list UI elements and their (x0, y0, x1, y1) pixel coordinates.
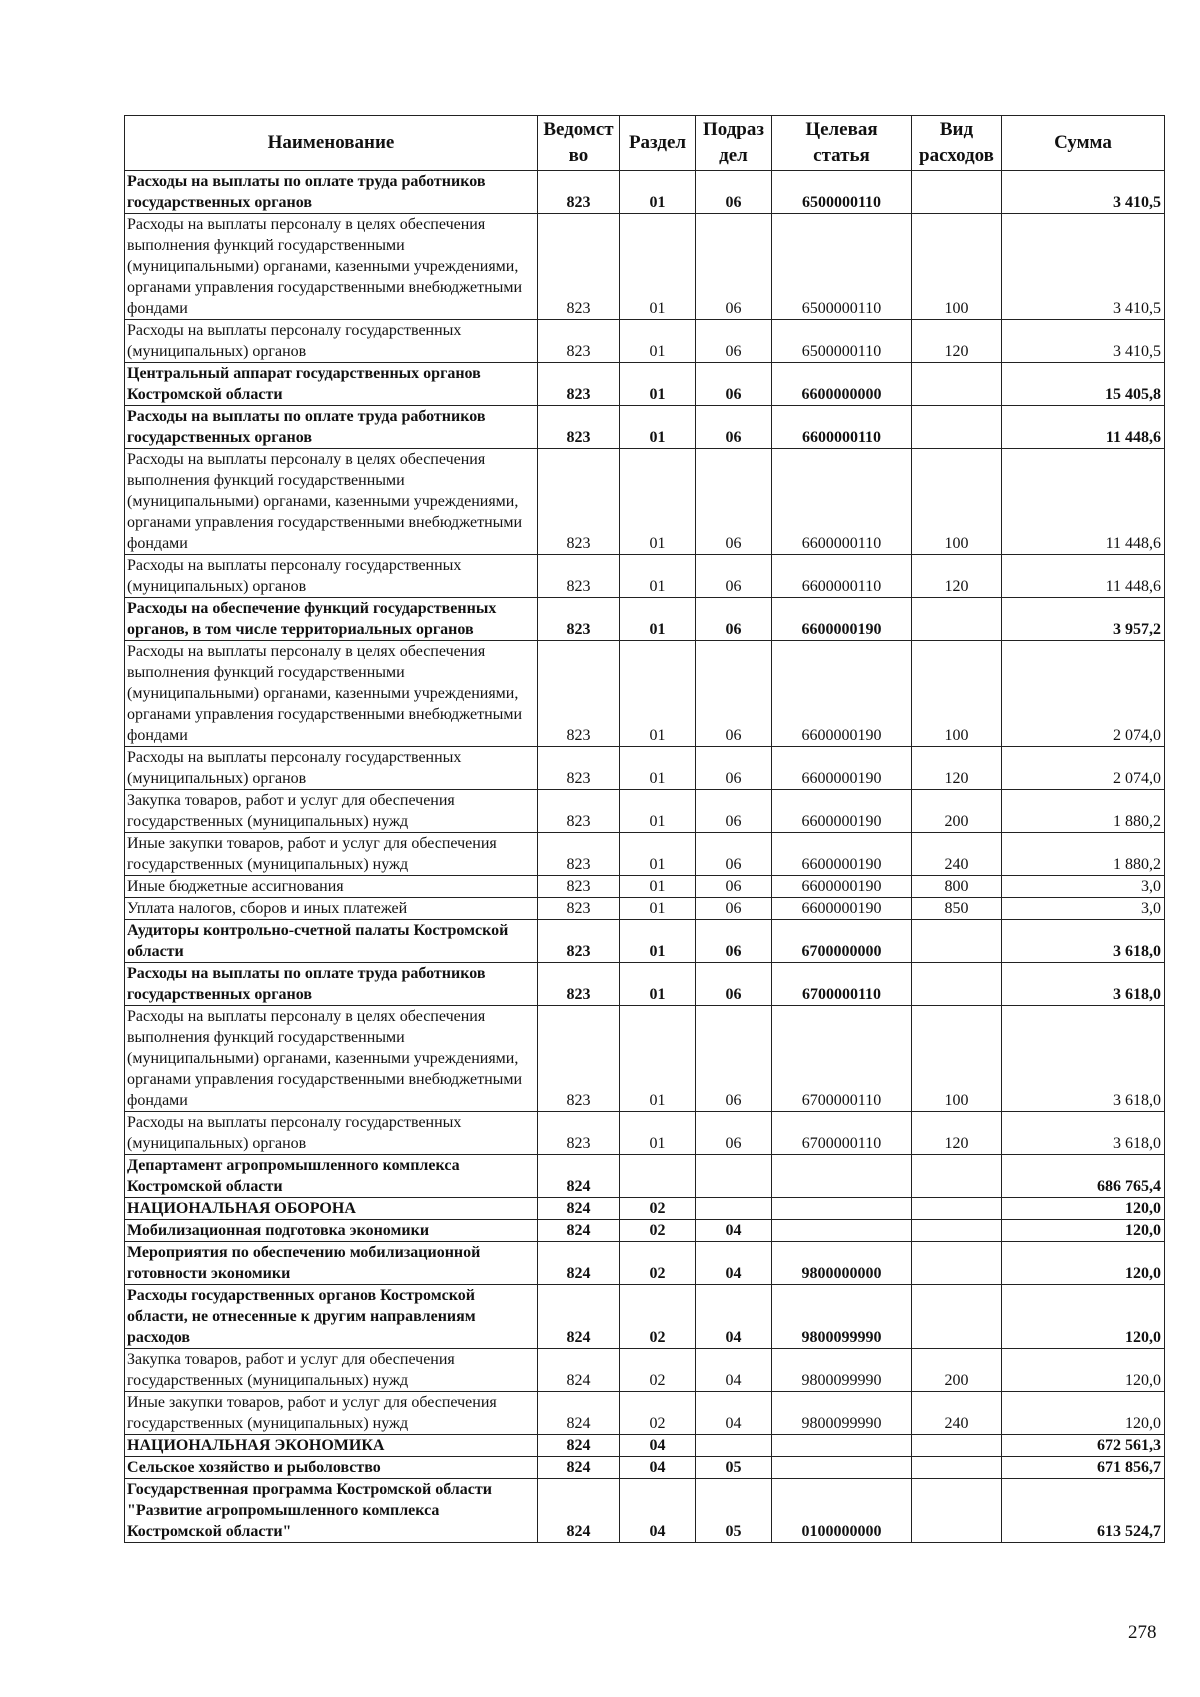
header-department-line2: во (568, 145, 589, 166)
table-row (125, 1006, 1165, 1112)
table-row (125, 1220, 1165, 1242)
cell-amount: 671 856,7 (1002, 1457, 1165, 1479)
cell-name: Иные бюджетные ассигнования (125, 876, 538, 898)
cell-target: 6700000110 (772, 1006, 912, 1112)
cell-subsection: 06 (696, 449, 772, 555)
cell-name: Расходы государственных органов Костромской области, не отнесенные к другим направлениям расходов (125, 1285, 538, 1349)
cell-target: 6600000190 (772, 641, 912, 747)
cell-subsection: 06 (696, 320, 772, 363)
cell-type (912, 1155, 1002, 1198)
cell-subsection: 04 (696, 1242, 772, 1285)
cell-target: 6700000110 (772, 963, 912, 1006)
cell-type: 100 (912, 1006, 1002, 1112)
table-row (125, 1457, 1165, 1479)
header-section-text: Раздел (628, 132, 687, 153)
cell-department: 823 (538, 876, 620, 898)
table-row (125, 790, 1165, 833)
cell-name: Расходы на выплаты персоналу в целях обеспечения выполнения функций государственными (муниципальными) органами, казенными учреждениями, органами управления государственными внебюджетными фондами (125, 449, 538, 555)
cell-name: Департамент агропромышленного комплекса Костромской области (125, 1155, 538, 1198)
cell-department: 824 (538, 1392, 620, 1435)
cell-subsection (696, 1155, 772, 1198)
cell-section: 01 (620, 920, 696, 963)
cell-section: 02 (620, 1198, 696, 1220)
header-section (620, 116, 696, 171)
cell-type (912, 1457, 1002, 1479)
cell-department: 823 (538, 833, 620, 876)
cell-department: 824 (538, 1155, 620, 1198)
header-amount-text: Сумма (1054, 132, 1112, 153)
cell-type (912, 598, 1002, 641)
cell-section: 02 (620, 1220, 696, 1242)
cell-type: 800 (912, 876, 1002, 898)
cell-section: 02 (620, 1392, 696, 1435)
cell-type (912, 920, 1002, 963)
cell-name: Расходы на выплаты персоналу государственных (муниципальных) органов (125, 555, 538, 598)
table-row (125, 898, 1165, 920)
cell-subsection: 06 (696, 920, 772, 963)
cell-target: 6600000000 (772, 363, 912, 406)
cell-name: Иные закупки товаров, работ и услуг для обеспечения государственных (муниципальных) нужд (125, 1392, 538, 1435)
cell-name: Расходы на выплаты персоналу в целях обеспечения выполнения функций государственными (муниципальными) органами, казенными учреждениями, органами управления государственными внебюджетными фондами (125, 1006, 538, 1112)
cell-section: 01 (620, 963, 696, 1006)
cell-department: 823 (538, 598, 620, 641)
cell-department: 823 (538, 555, 620, 598)
cell-amount: 120,0 (1002, 1198, 1165, 1220)
cell-department: 824 (538, 1242, 620, 1285)
cell-target: 6600000190 (772, 898, 912, 920)
cell-subsection: 04 (696, 1392, 772, 1435)
table-row (125, 876, 1165, 898)
cell-amount: 120,0 (1002, 1349, 1165, 1392)
cell-type: 240 (912, 833, 1002, 876)
table-row (125, 1155, 1165, 1198)
cell-department: 823 (538, 1006, 620, 1112)
cell-name: Иные закупки товаров, работ и услуг для обеспечения государственных (муниципальных) нужд (125, 833, 538, 876)
table-row (125, 641, 1165, 747)
cell-section: 01 (620, 449, 696, 555)
cell-department: 823 (538, 641, 620, 747)
cell-name: Закупка товаров, работ и услуг для обеспечения государственных (муниципальных) нужд (125, 1349, 538, 1392)
cell-target (772, 1198, 912, 1220)
cell-subsection (696, 1198, 772, 1220)
cell-target: 6600000190 (772, 833, 912, 876)
cell-target: 6500000110 (772, 320, 912, 363)
cell-type (912, 1285, 1002, 1349)
cell-target: 6700000000 (772, 920, 912, 963)
cell-subsection: 06 (696, 747, 772, 790)
cell-type: 100 (912, 641, 1002, 747)
cell-department: 824 (538, 1479, 620, 1543)
cell-amount: 3,0 (1002, 898, 1165, 920)
cell-type: 120 (912, 555, 1002, 598)
cell-type (912, 363, 1002, 406)
cell-department: 824 (538, 1285, 620, 1349)
table-body (125, 171, 1165, 1543)
cell-amount: 120,0 (1002, 1220, 1165, 1242)
cell-section: 01 (620, 1112, 696, 1155)
cell-amount: 3 618,0 (1002, 920, 1165, 963)
header-name (125, 116, 538, 171)
cell-section: 01 (620, 406, 696, 449)
table-row (125, 1198, 1165, 1220)
cell-department: 823 (538, 963, 620, 1006)
cell-subsection: 06 (696, 406, 772, 449)
cell-subsection: 04 (696, 1349, 772, 1392)
cell-department: 824 (538, 1198, 620, 1220)
cell-type (912, 1479, 1002, 1543)
cell-department: 824 (538, 1435, 620, 1457)
cell-type: 200 (912, 1349, 1002, 1392)
cell-target: 6600000110 (772, 555, 912, 598)
table-row (125, 1435, 1165, 1457)
cell-name: Расходы на выплаты персоналу в целях обеспечения выполнения функций государственными (муниципальными) органами, казенными учреждениями, органами управления государственными внебюджетными фондами (125, 214, 538, 320)
table-row (125, 555, 1165, 598)
cell-section (620, 1155, 696, 1198)
header-department (538, 116, 620, 171)
table-header (125, 116, 1165, 171)
cell-subsection: 06 (696, 963, 772, 1006)
cell-type: 100 (912, 214, 1002, 320)
table-row (125, 598, 1165, 641)
header-amount (1002, 116, 1165, 171)
cell-target: 6600000190 (772, 876, 912, 898)
cell-type (912, 171, 1002, 214)
table-row (125, 449, 1165, 555)
cell-type (912, 1198, 1002, 1220)
header-subsection-line2: дел (719, 145, 748, 166)
cell-name: Мобилизационная подготовка экономики (125, 1220, 538, 1242)
cell-amount: 1 880,2 (1002, 790, 1165, 833)
cell-subsection (696, 1435, 772, 1457)
cell-target: 6500000110 (772, 171, 912, 214)
cell-name: Расходы на выплаты персоналу в целях обеспечения выполнения функций государственными (муниципальными) органами, казенными учреждениями, органами управления государственными внебюджетными фондами (125, 641, 538, 747)
cell-name: Расходы на выплаты по оплате труда работников государственных органов (125, 963, 538, 1006)
cell-amount: 686 765,4 (1002, 1155, 1165, 1198)
cell-type (912, 1220, 1002, 1242)
cell-target: 9800000000 (772, 1242, 912, 1285)
cell-subsection: 06 (696, 641, 772, 747)
cell-department: 823 (538, 406, 620, 449)
cell-type (912, 1242, 1002, 1285)
cell-section: 01 (620, 876, 696, 898)
cell-department: 824 (538, 1220, 620, 1242)
cell-target: 6600000190 (772, 790, 912, 833)
cell-amount: 11 448,6 (1002, 449, 1165, 555)
cell-amount: 120,0 (1002, 1392, 1165, 1435)
cell-name: НАЦИОНАЛЬНАЯ ЭКОНОМИКА (125, 1435, 538, 1457)
cell-amount: 3 410,5 (1002, 214, 1165, 320)
cell-department: 823 (538, 747, 620, 790)
cell-subsection: 04 (696, 1285, 772, 1349)
cell-amount: 11 448,6 (1002, 406, 1165, 449)
cell-name: Мероприятия по обеспечению мобилизационной готовности экономики (125, 1242, 538, 1285)
cell-amount: 3 618,0 (1002, 1112, 1165, 1155)
cell-name: Центральный аппарат государственных органов Костромской области (125, 363, 538, 406)
cell-section: 01 (620, 641, 696, 747)
cell-amount: 2 074,0 (1002, 641, 1165, 747)
cell-subsection: 06 (696, 171, 772, 214)
table-row (125, 833, 1165, 876)
cell-subsection: 06 (696, 898, 772, 920)
cell-section: 01 (620, 320, 696, 363)
cell-section: 02 (620, 1349, 696, 1392)
header-target-line1: Целевая (805, 119, 878, 140)
cell-name: Расходы на выплаты персоналу государственных (муниципальных) органов (125, 1112, 538, 1155)
page-number: 278 (1128, 1622, 1157, 1643)
cell-subsection: 06 (696, 1006, 772, 1112)
cell-target: 9800099990 (772, 1349, 912, 1392)
cell-type (912, 1435, 1002, 1457)
cell-section: 01 (620, 363, 696, 406)
cell-subsection: 04 (696, 1220, 772, 1242)
cell-amount: 15 405,8 (1002, 363, 1165, 406)
cell-amount: 1 880,2 (1002, 833, 1165, 876)
cell-type: 240 (912, 1392, 1002, 1435)
cell-target: 9800099990 (772, 1392, 912, 1435)
cell-name: Государственная программа Костромской области "Развитие агропромышленного комплекса Костромской области" (125, 1479, 538, 1543)
header-name-text: Наименование (267, 132, 395, 153)
cell-section: 01 (620, 747, 696, 790)
cell-target: 6600000190 (772, 747, 912, 790)
cell-type: 120 (912, 320, 1002, 363)
cell-name: Аудиторы контрольно-счетной палаты Костромской области (125, 920, 538, 963)
cell-department: 823 (538, 898, 620, 920)
table-row (125, 320, 1165, 363)
cell-name: Расходы на выплаты по оплате труда работников государственных органов (125, 406, 538, 449)
cell-target: 0100000000 (772, 1479, 912, 1543)
cell-section: 01 (620, 598, 696, 641)
cell-name: Расходы на выплаты по оплате труда работников государственных органов (125, 171, 538, 214)
cell-section: 01 (620, 790, 696, 833)
table-row (125, 1349, 1165, 1392)
cell-subsection: 06 (696, 790, 772, 833)
cell-department: 823 (538, 790, 620, 833)
header-target-line2: статья (813, 145, 870, 166)
header-type-line1: Вид (939, 119, 974, 140)
cell-department: 823 (538, 320, 620, 363)
table-row (125, 363, 1165, 406)
cell-department: 823 (538, 363, 620, 406)
cell-amount: 3 618,0 (1002, 963, 1165, 1006)
table-row (125, 406, 1165, 449)
header-type (912, 116, 1002, 171)
table-row (125, 171, 1165, 214)
cell-subsection: 06 (696, 1112, 772, 1155)
cell-target (772, 1435, 912, 1457)
cell-amount: 613 524,7 (1002, 1479, 1165, 1543)
cell-subsection: 06 (696, 833, 772, 876)
table-row (125, 1285, 1165, 1349)
cell-department: 823 (538, 449, 620, 555)
header-target (772, 116, 912, 171)
cell-department: 824 (538, 1349, 620, 1392)
cell-department: 823 (538, 920, 620, 963)
cell-section: 01 (620, 171, 696, 214)
table-row (125, 214, 1165, 320)
header-subsection-line1: Подраз (702, 119, 765, 140)
cell-amount: 3 957,2 (1002, 598, 1165, 641)
cell-name: Закупка товаров, работ и услуг для обеспечения государственных (муниципальных) нужд (125, 790, 538, 833)
cell-type: 120 (912, 747, 1002, 790)
cell-type: 120 (912, 1112, 1002, 1155)
table-row (125, 920, 1165, 963)
cell-target (772, 1457, 912, 1479)
cell-type: 200 (912, 790, 1002, 833)
cell-amount: 3,0 (1002, 876, 1165, 898)
cell-target: 9800099990 (772, 1285, 912, 1349)
cell-subsection: 05 (696, 1457, 772, 1479)
cell-section: 01 (620, 1006, 696, 1112)
cell-name: Расходы на выплаты персоналу государственных (муниципальных) органов (125, 320, 538, 363)
header-department-line1: Ведомст (543, 119, 614, 140)
cell-target: 6500000110 (772, 214, 912, 320)
cell-department: 824 (538, 1457, 620, 1479)
header-type-line2: расходов (919, 145, 994, 166)
cell-section: 04 (620, 1457, 696, 1479)
cell-name: НАЦИОНАЛЬНАЯ ОБОРОНА (125, 1198, 538, 1220)
cell-amount: 120,0 (1002, 1242, 1165, 1285)
cell-name: Расходы на обеспечение функций государственных органов, в том числе территориальных органов (125, 598, 538, 641)
cell-subsection: 06 (696, 598, 772, 641)
cell-amount: 3 618,0 (1002, 1006, 1165, 1112)
cell-subsection: 05 (696, 1479, 772, 1543)
cell-section: 01 (620, 555, 696, 598)
table-row (125, 747, 1165, 790)
cell-type: 100 (912, 449, 1002, 555)
cell-section: 01 (620, 898, 696, 920)
cell-type: 850 (912, 898, 1002, 920)
cell-target (772, 1220, 912, 1242)
cell-amount: 11 448,6 (1002, 555, 1165, 598)
cell-name: Уплата налогов, сборов и иных платежей (125, 898, 538, 920)
cell-section: 04 (620, 1435, 696, 1457)
cell-target: 6600000110 (772, 406, 912, 449)
table-row (125, 1479, 1165, 1543)
cell-subsection: 06 (696, 214, 772, 320)
cell-name: Сельское хозяйство и рыболовство (125, 1457, 538, 1479)
cell-target (772, 1155, 912, 1198)
cell-department: 823 (538, 1112, 620, 1155)
cell-amount: 3 410,5 (1002, 171, 1165, 214)
cell-amount: 2 074,0 (1002, 747, 1165, 790)
table-row (125, 1392, 1165, 1435)
cell-type (912, 406, 1002, 449)
cell-target: 6600000190 (772, 598, 912, 641)
cell-target: 6600000110 (772, 449, 912, 555)
cell-subsection: 06 (696, 555, 772, 598)
table-row (125, 963, 1165, 1006)
cell-subsection: 06 (696, 876, 772, 898)
table-row (125, 1242, 1165, 1285)
cell-type (912, 963, 1002, 1006)
cell-section: 01 (620, 214, 696, 320)
cell-department: 823 (538, 171, 620, 214)
cell-name: Расходы на выплаты персоналу государственных (муниципальных) органов (125, 747, 538, 790)
cell-section: 04 (620, 1479, 696, 1543)
table-row (125, 1112, 1165, 1155)
cell-section: 02 (620, 1285, 696, 1349)
header-subsection (696, 116, 772, 171)
cell-subsection: 06 (696, 363, 772, 406)
budget-table (124, 115, 1165, 1543)
cell-department: 823 (538, 214, 620, 320)
cell-section: 02 (620, 1242, 696, 1285)
cell-amount: 672 561,3 (1002, 1435, 1165, 1457)
cell-amount: 3 410,5 (1002, 320, 1165, 363)
cell-amount: 120,0 (1002, 1285, 1165, 1349)
cell-target: 6700000110 (772, 1112, 912, 1155)
cell-section: 01 (620, 833, 696, 876)
